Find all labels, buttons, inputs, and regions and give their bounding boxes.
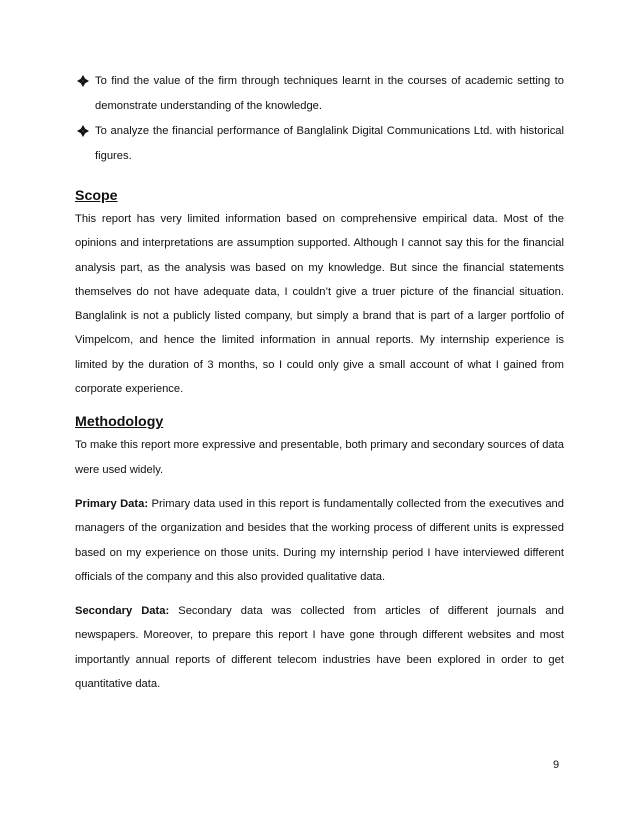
- secondary-data-text: Secondary data was collected from articles of different journals and newspapers. Moreover, to prepare this report I have gone through different websites and most importantly annual reports of different telecom industries have been explored in order to get quantitative data.: [75, 605, 564, 691]
- page-number: 9: [553, 759, 560, 771]
- four-diamond-bullet-icon: [77, 75, 89, 87]
- list-item: [75, 119, 564, 169]
- objective-text: To find the value of the firm through techniques learnt in the courses of academic setting to demonstrate understanding of the knowledge.: [95, 75, 564, 112]
- primary-data-label: Primary Data:: [75, 497, 149, 510]
- secondary-data-paragraph: [75, 599, 564, 696]
- document-page: [75, 69, 564, 696]
- objective-text: To analyze the financial performance of Banglalink Digital Communications Ltd. with historical figures.: [95, 125, 564, 162]
- secondary-data-label: Secondary Data:: [75, 605, 170, 618]
- list-item: [75, 69, 564, 119]
- four-diamond-bullet-icon: [77, 125, 89, 137]
- scope-paragraph: This report has very limited information based on comprehensive empirical data. Most of the opinions and interpretations are assumption supported. Although I cannot say this for the financial analysis part, as the analysis was based on my knowledge. But since the financial statements themselves do not have adequate data, I couldn’t give a truer picture of the financial situation. Banglalink is not a publicly listed company, but simply a brand that is part of a larger portfolio of Vimpelcom, and hence the limited information in annual reports. My internship experience is limited by the duration of 3 months, so I could only give a small account of what I gained from corporate experience.: [75, 213, 564, 396]
- methodology-intro-paragraph: To make this report more expressive and presentable, both primary and secondary sources of data were used widely.: [75, 439, 564, 476]
- primary-data-paragraph: [75, 492, 564, 589]
- objectives-list: [75, 69, 564, 169]
- methodology-heading: Methodology: [75, 414, 164, 431]
- primary-data-text: Primary data used in this report is fundamentally collected from the executives and managers of the organization and besides that the working process of different units is expressed based on my experience on those units. During my internship period I have interviewed different officials of the company and this also provided qualitative data.: [75, 497, 565, 583]
- scope-heading: Scope: [75, 188, 118, 204]
